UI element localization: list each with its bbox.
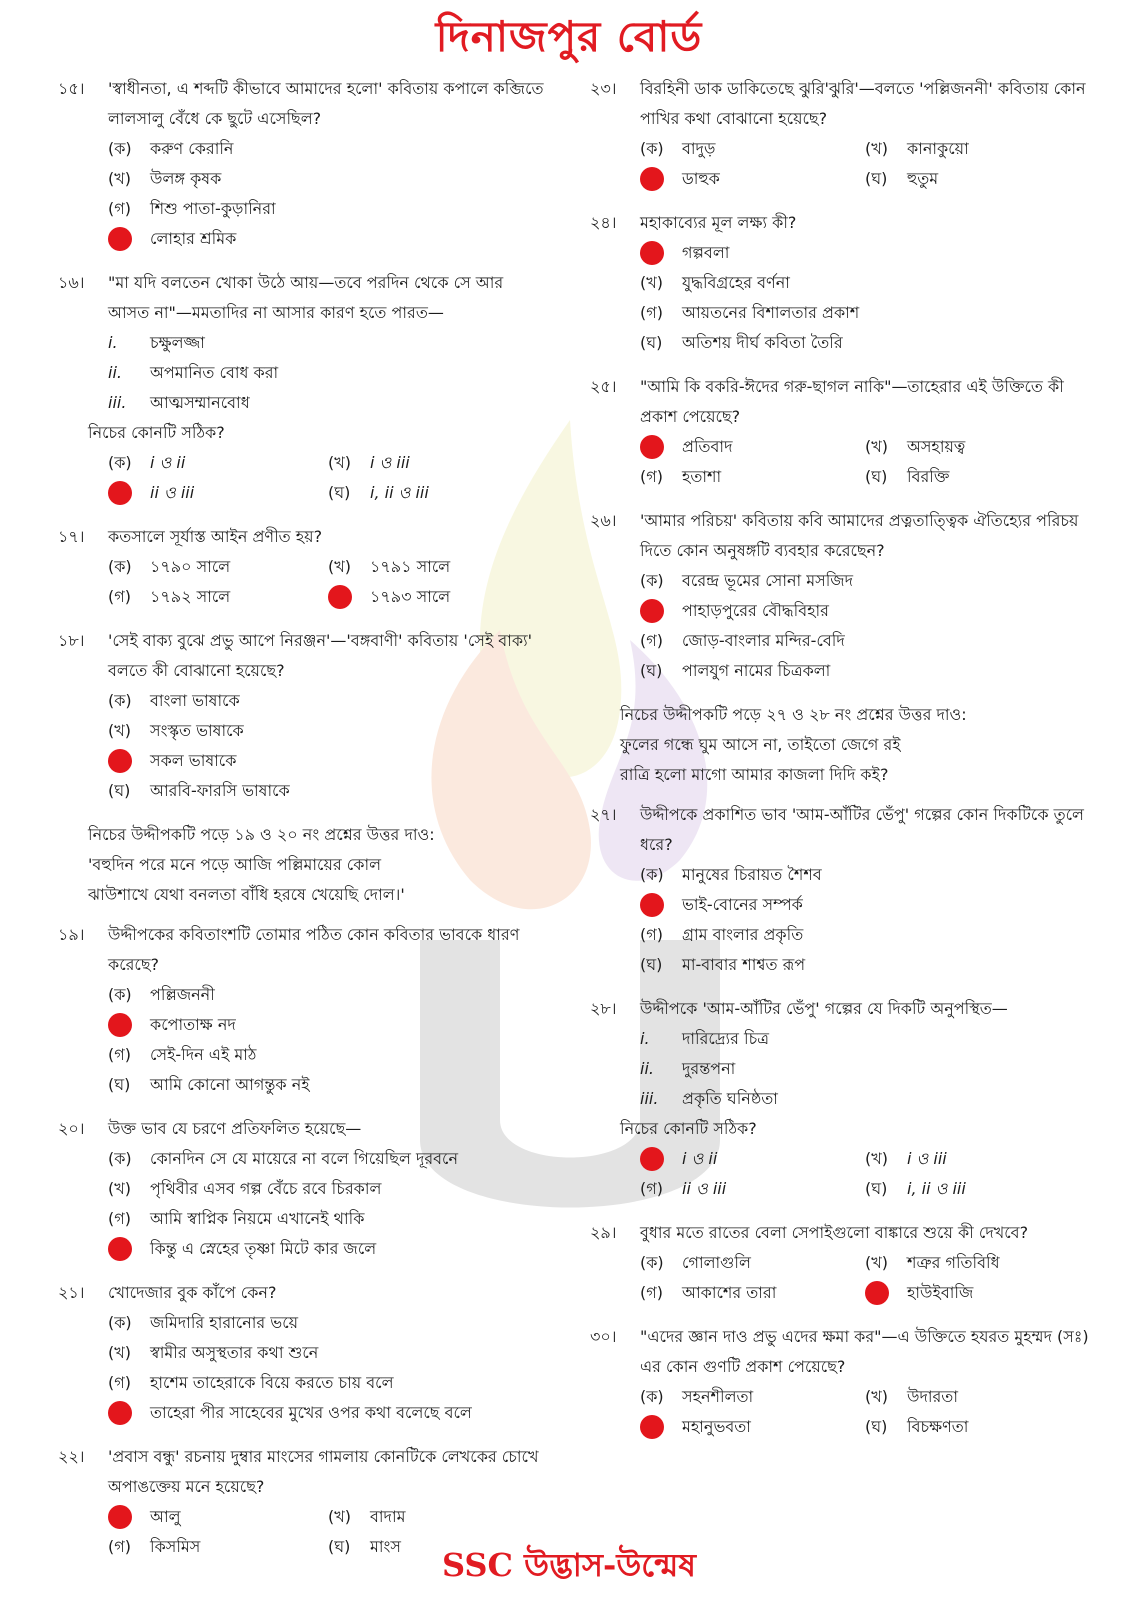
option-label: (গ): [108, 1209, 131, 1228]
option-text: আরবি-ফারসি ভাষাকে: [150, 781, 290, 800]
option-text: অতিশয় দীর্ঘ কবিতা তৈরি: [682, 333, 843, 352]
answer-dot-icon: [108, 749, 132, 773]
question-23: [590, 74, 1090, 194]
answer-dot-icon: [640, 241, 664, 265]
option-label: (ক): [108, 985, 132, 1004]
option-label: (গ): [108, 1537, 131, 1556]
stimulus-intro: নিচের উদ্দীপকটি পড়ে ১৯ ও ২০ নং প্রশ্নের উত্তর দাও:: [88, 825, 435, 844]
question-number: ১৬।: [58, 273, 85, 292]
option-label: (ঘ): [865, 1417, 888, 1436]
option-label: (খ): [328, 557, 351, 576]
right-column: [590, 74, 1090, 1456]
option-gha: [865, 164, 1090, 194]
question-17: [58, 522, 548, 612]
question-prompt: নিচের কোনটি সঠিক?: [88, 423, 225, 442]
question-text: উদ্দীপকে প্রকাশিত ভাব 'আম-আঁটির ভেঁপু' গল্পের কোন দিকটিকে তুলে ধরে?: [640, 805, 1084, 854]
option-text: জমিদারি হারানোর ভয়ে: [150, 1313, 299, 1332]
statement-text: দুরন্তপনা: [682, 1059, 736, 1078]
answer-dot-icon: [640, 599, 664, 623]
option-ga: [108, 1368, 548, 1398]
statement-text: অপমানিত বোধ করা: [150, 363, 279, 382]
option-kha-answer: [640, 890, 1090, 920]
statement-iii: [108, 388, 548, 418]
left-column: [58, 74, 548, 1576]
answer-dot-icon: [640, 167, 664, 191]
option-text: জোড়-বাংলার মন্দির-বেদি: [682, 631, 845, 650]
option-ga: [108, 1204, 548, 1234]
option-text: ডাহুক: [682, 169, 720, 188]
option-ga: [640, 1174, 865, 1204]
board-title: দিনাজপুর বোর্ড: [435, 12, 703, 61]
option-gha: [108, 1070, 548, 1100]
option-text: শিশু পাতা-কুড়ানিরা: [150, 199, 276, 218]
option-kha: [108, 1338, 548, 1368]
question-19: [58, 920, 548, 1100]
option-text: ii ও iii: [150, 483, 195, 502]
option-text: প্রতিবাদ: [682, 437, 733, 456]
option-text: সংস্কৃত ভাষাকে: [150, 721, 244, 740]
option-gha-answer: [865, 1278, 1090, 1308]
option-text: পালযুগ নামের চিত্রকলা: [682, 661, 831, 680]
option-label: (ঘ): [108, 1075, 131, 1094]
option-ka: [640, 134, 865, 164]
option-label: (ঘ): [108, 781, 131, 800]
statement-ii: [640, 1054, 1090, 1084]
answer-dot-icon: [328, 585, 352, 609]
question-number: ১৭।: [58, 527, 85, 546]
option-ka-answer: [108, 1502, 328, 1532]
question-text: বুধার মতে রাতের বেলা সেপাইগুলো বাঙ্কারে শুয়ে কী দেখবে?: [640, 1223, 1029, 1242]
option-ka: [108, 448, 328, 478]
option-text: আলু: [150, 1507, 181, 1526]
question-20: [58, 1114, 548, 1264]
question-text: খোদেজার বুক কাঁপে কেন?: [108, 1283, 277, 1302]
question-text: 'প্রবাস বন্ধু' রচনায় দুম্বার মাংসের গামলায় কোনটিকে লেখকের চোখে অপাঙক্তেয় মনে হয়েছে?: [108, 1447, 539, 1496]
statement-label: ii.: [108, 363, 122, 382]
answer-dot-icon: [865, 1281, 889, 1305]
statement-i: [108, 328, 548, 358]
option-text: মা-বাবার শাশ্বত রূপ: [682, 955, 806, 974]
option-ga: [108, 582, 328, 612]
option-text: ১৭৯২ সালে: [150, 587, 231, 606]
option-kha-answer: [640, 596, 1090, 626]
option-label: (ঘ): [640, 955, 663, 974]
option-ka-answer: [640, 238, 1090, 268]
option-text: হুতুম: [907, 169, 939, 188]
option-label: (খ): [108, 721, 131, 740]
option-text: উদারতা: [907, 1387, 958, 1406]
question-text: 'স্বাধীনতা, এ শব্দটি কীভাবে আমাদের হলো' কবিতায় কপালে কব্জিতে লালসালু বেঁধে কে ছুটে এসেছিল?: [108, 79, 544, 128]
option-label: (গ): [640, 631, 663, 650]
option-kha: [865, 134, 1090, 164]
option-text: গ্রাম বাংলার প্রকৃতি: [682, 925, 804, 944]
option-text: i ও ii: [682, 1149, 718, 1168]
option-text: পাহাড়পুরের বৌদ্ধবিহার: [682, 601, 829, 620]
option-label: (ক): [108, 1313, 132, 1332]
statement-label: iii.: [108, 393, 127, 412]
option-ga-answer: [108, 478, 328, 508]
option-label: (খ): [328, 453, 351, 472]
option-label: (ঘ): [328, 483, 351, 502]
statement-iii: [640, 1084, 1090, 1114]
question-text: "আমি কি বকরি-ঈদের গরু-ছাগল নাকি"—তাহেরার এই উক্তিতে কী প্রকাশ পেয়েছে?: [640, 377, 1064, 426]
option-text: আকাশের তারা: [682, 1283, 777, 1302]
statement-i: [640, 1024, 1090, 1054]
option-label: (ক): [640, 571, 664, 590]
option-text: লোহার শ্রমিক: [150, 229, 237, 248]
option-text: কিসমিস: [150, 1537, 201, 1556]
option-ka: [108, 1308, 548, 1338]
option-text: আমি কোনো আগন্তুক নই: [150, 1075, 310, 1094]
option-ka: [640, 860, 1090, 890]
option-label: (খ): [865, 1387, 888, 1406]
option-text: পল্লিজননী: [150, 985, 215, 1004]
option-gha: [640, 328, 1090, 358]
option-text: গল্পবলা: [682, 243, 730, 262]
option-kha: [108, 716, 548, 746]
option-text: আমি স্বাপ্নিক নিয়মে এখানেই থাকি: [150, 1209, 365, 1228]
option-label: (গ): [640, 303, 663, 322]
option-gha: [640, 656, 1090, 686]
option-ga: [640, 298, 1090, 328]
question-number: ২০।: [58, 1119, 85, 1138]
answer-dot-icon: [640, 1147, 664, 1171]
question-text: 'আমার পরিচয়' কবিতায় কবি আমাদের প্রত্নতাত্ত্বিক ঐতিহ্যের পরিচয় দিতে কোন অনুষঙ্গটি ব্যবহার করেছেন?: [640, 511, 1079, 560]
option-text: তাহেরা পীর সাহেবের মুখের ওপর কথা বলেছে বলে: [150, 1403, 472, 1422]
option-text: সহনশীলতা: [682, 1387, 754, 1406]
footer-brand: SSC উদ্ভাস-উন্মেষ: [442, 1546, 696, 1584]
option-text: করুণ কেরানি: [150, 139, 234, 158]
option-label: (গ): [108, 199, 131, 218]
option-label: (খ): [865, 1149, 888, 1168]
option-text: গোলাগুলি: [682, 1253, 751, 1272]
option-label: (ঘ): [865, 1179, 888, 1198]
option-kha: [865, 1248, 1090, 1278]
question-16: [58, 268, 548, 508]
option-text: বিরক্তি: [907, 467, 950, 486]
question-text: উদ্দীপকে 'আম-আঁটির ভেঁপু' গল্পের যে দিকটি অনুপস্থিত—: [640, 999, 1008, 1018]
stimulus-line: ফুলের গন্ধে ঘুম আসে না, তাইতো জেগে রই: [620, 735, 901, 754]
option-text: হতাশা: [682, 467, 722, 486]
question-28: [590, 994, 1090, 1204]
option-label: (গ): [640, 467, 663, 486]
statement-text: আত্মসম্মানবোধ: [150, 393, 250, 412]
option-label: (গ): [640, 1283, 663, 1302]
option-text: আয়তনের বিশালতার প্রকাশ: [682, 303, 860, 322]
option-label: (ক): [108, 1149, 132, 1168]
option-ga: [640, 920, 1090, 950]
answer-dot-icon: [640, 1415, 664, 1439]
option-kha: [328, 1502, 548, 1532]
statement-ii: [108, 358, 548, 388]
question-text: কতসালে সূর্যাস্ত আইন প্রণীত হয়?: [108, 527, 323, 546]
option-kha: [865, 432, 1090, 462]
stimulus-line: 'বহুদিন পরে মনে পড়ে আজি পল্লিমায়ের কোল: [88, 855, 382, 874]
option-ga-answer: [108, 746, 548, 776]
statement-text: দারিদ্র্যের চিত্র: [682, 1029, 769, 1048]
option-label: (ক): [108, 557, 132, 576]
option-text: ১৭৯১ সালে: [370, 557, 451, 576]
option-text: বাদুড়: [682, 139, 716, 158]
question-number: ১৯।: [58, 925, 85, 944]
option-kha-answer: [108, 1010, 548, 1040]
option-label: (খ): [865, 1253, 888, 1272]
question-number: ২৪।: [590, 213, 617, 232]
option-text: পৃথিবীর এসব গল্প বেঁচে রবে চিরকাল: [150, 1179, 382, 1198]
option-ga: [640, 626, 1090, 656]
option-ka: [108, 1144, 548, 1174]
option-label: (খ): [108, 169, 131, 188]
option-text: মহানুভবতা: [682, 1417, 751, 1436]
option-gha-answer: [328, 582, 548, 612]
option-label: (খ): [108, 1179, 131, 1198]
option-label: (গ): [108, 1045, 131, 1064]
option-ka-answer: [640, 432, 865, 462]
question-15: [58, 74, 548, 254]
option-text: বরেন্দ্র ভূমের সোনা মসজিদ: [682, 571, 854, 590]
option-gha-answer: [108, 1234, 548, 1264]
option-label: (ক): [640, 139, 664, 158]
option-label: (খ): [640, 273, 663, 292]
question-30: [590, 1322, 1090, 1442]
option-text: বাদাম: [370, 1507, 406, 1526]
option-text: সকল ভাষাকে: [150, 751, 237, 770]
option-text: i, ii ও iii: [907, 1179, 966, 1198]
option-ga: [108, 194, 548, 224]
option-ka: [108, 552, 328, 582]
option-gha: [328, 478, 548, 508]
answer-dot-icon: [108, 1013, 132, 1037]
option-text: শত্রুর গতিবিধি: [907, 1253, 1000, 1272]
question-number: ২৩।: [590, 79, 617, 98]
stimulus-line: ঝাউশাখে যেথা বনলতা বাঁধি হরষে খেয়েছি দোল।': [88, 885, 405, 904]
option-kha: [328, 448, 548, 478]
option-ka: [108, 134, 548, 164]
option-label: (খ): [865, 139, 888, 158]
option-text: ১৭৯০ সালে: [150, 557, 231, 576]
option-label: (ঘ): [328, 1537, 351, 1556]
question-number: ৩০।: [590, 1327, 617, 1346]
option-label: (ক): [108, 139, 132, 158]
option-text: কানাকুয়ো: [907, 139, 969, 158]
option-text: কপোতাক্ষ নদ: [150, 1015, 236, 1034]
option-ga: [640, 462, 865, 492]
option-text: i ও ii: [150, 453, 186, 472]
option-kha: [108, 164, 548, 194]
option-label: (ঘ): [640, 661, 663, 680]
option-label: (খ): [108, 1343, 131, 1362]
option-text: যুদ্ধবিগ্রহের বর্ণনা: [682, 273, 790, 292]
question-number: ২৬।: [590, 511, 617, 530]
answer-dot-icon: [640, 435, 664, 459]
option-text: কিন্তু এ স্নেহের তৃষ্ণা মিটে কার জলে: [150, 1239, 377, 1258]
question-text: উক্ত ভাব যে চরণে প্রতিফলিত হয়েছে—: [108, 1119, 362, 1138]
question-number: ২৭।: [590, 805, 617, 824]
option-ga: [640, 1278, 865, 1308]
option-label: (ক): [640, 865, 664, 884]
option-label: (গ): [640, 1179, 663, 1198]
answer-dot-icon: [640, 893, 664, 917]
question-26: [590, 506, 1090, 686]
option-label: (ক): [640, 1387, 664, 1406]
question-18: [58, 626, 548, 806]
stimulus-intro: নিচের উদ্দীপকটি পড়ে ২৭ ও ২৮ নং প্রশ্নের উত্তর দাও:: [620, 705, 967, 724]
option-label: (ঘ): [865, 467, 888, 486]
statement-label: i.: [640, 1029, 650, 1048]
option-label: (খ): [328, 1507, 351, 1526]
option-gha-answer: [108, 1398, 548, 1428]
option-ga-answer: [640, 1412, 865, 1442]
option-text: i ও iii: [370, 453, 410, 472]
stimulus-19-20: [88, 820, 548, 910]
question-number: ২১।: [58, 1283, 85, 1302]
question-24: [590, 208, 1090, 358]
statement-text: প্রকৃতি ঘনিষ্ঠতা: [682, 1089, 778, 1108]
option-label: (খ): [865, 437, 888, 456]
question-number: ১৮।: [58, 631, 85, 650]
statement-text: চক্ষুলজ্জা: [150, 333, 205, 352]
question-text: "এদের জ্ঞান দাও প্রভু এদের ক্ষমা কর"—এ উক্তিতে হযরত মুহম্মদ (সঃ) এর কোন গুণটি প্রকাশ পেয়েছে?: [640, 1327, 1089, 1376]
option-kha: [865, 1144, 1090, 1174]
option-kha: [640, 268, 1090, 298]
question-number: ২৮।: [590, 999, 617, 1018]
option-ga-answer: [640, 164, 865, 194]
option-text: উলঙ্গ কৃষক: [150, 169, 222, 188]
question-number: ২৯।: [590, 1223, 617, 1242]
option-gha: [865, 1174, 1090, 1204]
option-text: মাংস: [370, 1537, 401, 1556]
option-ka: [640, 1248, 865, 1278]
option-gha: [865, 462, 1090, 492]
option-ka-answer: [640, 1144, 865, 1174]
option-kha: [865, 1382, 1090, 1412]
option-ka: [108, 980, 548, 1010]
answer-dot-icon: [108, 1505, 132, 1529]
answer-dot-icon: [108, 1401, 132, 1425]
question-25: [590, 372, 1090, 492]
question-text: বিরহিনী ডাক ডাকিতেছে ঝুরি'ঝুরি'—বলতে 'পল্লিজননী' কবিতায় কোন পাখির কথা বোঝানো হয়েছে?: [640, 79, 1086, 128]
option-label: (গ): [640, 925, 663, 944]
option-text: ii ও iii: [682, 1179, 727, 1198]
answer-dot-icon: [108, 1237, 132, 1261]
option-ka: [640, 566, 1090, 596]
option-text: হাশেম তাহেরাকে বিয়ে করতে চায় বলে: [150, 1373, 394, 1392]
option-label: (ক): [108, 453, 132, 472]
option-text: i ও iii: [907, 1149, 947, 1168]
option-kha: [108, 1174, 548, 1204]
option-label: (ক): [640, 1253, 664, 1272]
question-27: [590, 800, 1090, 980]
question-29: [590, 1218, 1090, 1308]
option-label: (ঘ): [865, 169, 888, 188]
option-gha: [640, 950, 1090, 980]
question-prompt: নিচের কোনটি সঠিক?: [620, 1119, 757, 1138]
option-label: (গ): [108, 587, 131, 606]
option-text: হাউইবাজি: [907, 1283, 974, 1302]
option-ka: [108, 686, 548, 716]
question-number: ২২।: [58, 1447, 85, 1466]
question-text: "মা যদি বলতেন খোকা উঠে আয়—তবে পরদিন থেকে সে আর আসত না"—মমতাদির না আসার কারণ হতে পারত—: [108, 273, 504, 322]
option-text: কোনদিন সে যে মায়েরে না বলে গিয়েছিল দূরবনে: [150, 1149, 459, 1168]
question-number: ২৫।: [590, 377, 617, 396]
option-gha-answer: [108, 224, 548, 254]
statement-label: ii.: [640, 1059, 654, 1078]
option-label: (গ): [108, 1373, 131, 1392]
option-ga: [108, 1040, 548, 1070]
option-ka: [640, 1382, 865, 1412]
option-text: ভাই-বোনের সম্পর্ক: [682, 895, 803, 914]
option-text: সেই-দিন এই মাঠ: [150, 1045, 257, 1064]
statement-label: iii.: [640, 1089, 659, 1108]
option-label: (ঘ): [640, 333, 663, 352]
option-gha: [865, 1412, 1090, 1442]
stimulus-27-28: [620, 700, 1090, 790]
answer-dot-icon: [108, 227, 132, 251]
question-text: উদ্দীপকের কবিতাংশটি তোমার পঠিত কোন কবিতার ভাবকে ধারণ করেছে?: [108, 925, 520, 974]
option-text: i, ii ও iii: [370, 483, 429, 502]
option-text: ১৭৯৩ সালে: [370, 587, 451, 606]
option-text: অসহায়ত্ব: [907, 437, 966, 456]
statement-label: i.: [108, 333, 118, 352]
option-text: বিচক্ষণতা: [907, 1417, 969, 1436]
stimulus-line: রাত্রি হলো মাগো আমার কাজলা দিদি কই?: [620, 765, 889, 784]
question-text: 'সেই বাক্য বুঝে প্রভু আপে নিরঞ্জন'—'বঙ্গবাণী' কবিতায় 'সেই বাক্য' বলতে কী বোঝানো হয়েছে?: [108, 631, 533, 680]
option-label: (ক): [108, 691, 132, 710]
answer-dot-icon: [108, 481, 132, 505]
option-text: মানুষের চিরায়ত শৈশব: [682, 865, 822, 884]
option-text: স্বামীর অসুস্থতার কথা শুনে: [150, 1343, 319, 1362]
question-number: ১৫।: [58, 79, 85, 98]
option-gha: [108, 776, 548, 806]
option-kha: [328, 552, 548, 582]
question-text: মহাকাব্যের মূল লক্ষ্য কী?: [640, 213, 797, 232]
option-text: বাংলা ভাষাকে: [150, 691, 240, 710]
question-21: [58, 1278, 548, 1428]
